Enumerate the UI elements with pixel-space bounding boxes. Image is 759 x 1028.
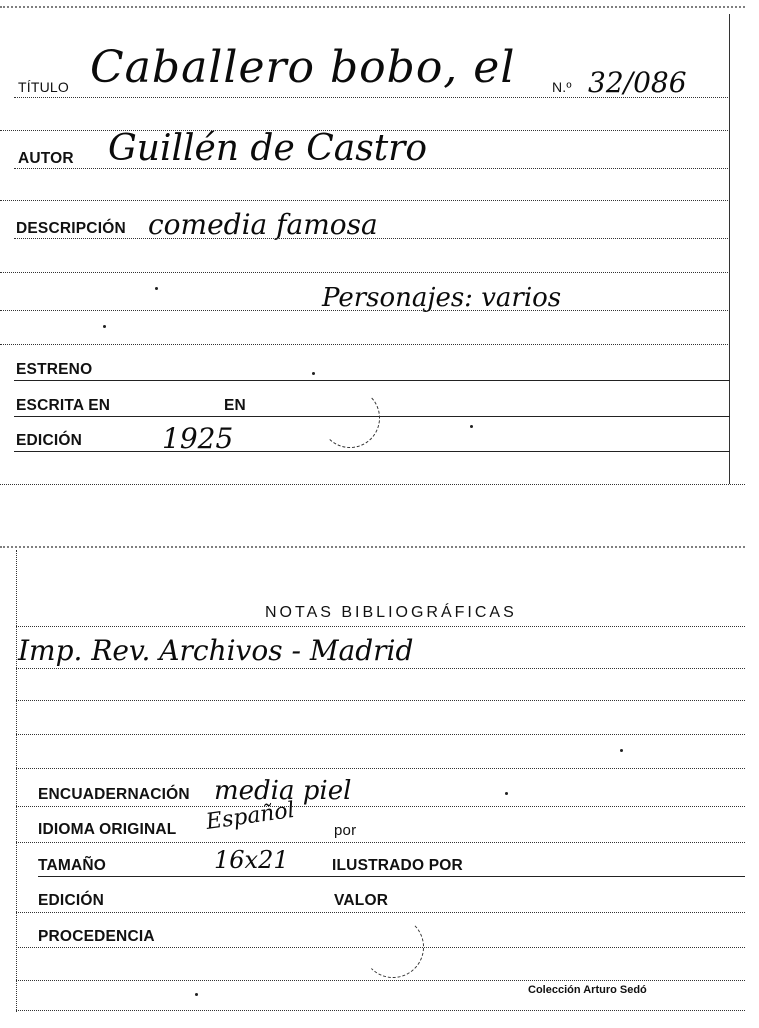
ilustrado-label: ILUSTRADO POR [332,857,463,874]
speck [505,792,508,795]
numero-label: N.º [552,79,572,95]
escrita-label: ESCRITA EN [16,397,111,414]
titulo-label: TÍTULO [18,79,69,95]
catalog-card-back [0,540,745,1020]
bottom-edge [0,484,745,485]
tamano-value: 16x21 [214,846,289,874]
bottom-edge [16,1010,745,1011]
top-edge-noise [0,546,745,551]
personajes-line-2 [0,344,730,345]
notas-line-3 [16,700,745,701]
speck [195,993,198,996]
titulo-value: Caballero bobo, el [90,42,516,93]
por-label: por [334,822,357,839]
edicion-label: EDICIÓN [16,432,82,449]
encuadernacion-value: media piel [214,776,352,806]
speck [470,425,473,428]
speck [155,287,158,290]
edicion-back-label: EDICIÓN [38,892,104,909]
encuadernacion-line [16,806,745,807]
edicion-back-line [16,912,745,913]
autor-value: Guillén de Castro [108,128,428,169]
notas-line-5 [16,768,745,769]
descripcion-label: DESCRIPCIÓN [16,220,126,237]
notas-heading: NOTAS BIBLIOGRÁFICAS [265,604,517,621]
notas-line-1 [16,626,745,627]
catalog-card-front [0,0,745,492]
edicion-line [14,451,730,452]
edicion-value: 1925 [162,422,234,455]
titulo-line [14,97,730,98]
notas-line-4 [16,734,745,735]
speck [103,325,106,328]
estreno-line [14,380,730,381]
estreno-label: ESTRENO [16,361,93,378]
tamano-label: TAMAÑO [38,857,107,874]
valor-label: VALOR [334,892,389,909]
descripcion-line-2 [0,272,730,273]
punch-hole [320,388,380,448]
left-border [16,550,17,1012]
personajes-value: Personajes: varios [322,283,562,313]
numero-value: 32/086 [588,66,687,99]
notas-value: Imp. Rev. Archivos - Madrid [18,634,414,667]
notas-line-2 [16,668,745,669]
tamano-line [38,876,745,877]
procedencia-label: PROCEDENCIA [38,928,155,945]
right-border [729,14,730,484]
idioma-label: IDIOMA ORIGINAL [38,821,177,838]
en-label: EN [224,397,246,414]
autor-line-2 [0,200,730,201]
autor-line [14,168,730,169]
procedencia-line-2 [16,980,745,981]
speck [312,372,315,375]
coleccion-label: Colección Arturo Sedó [528,984,647,996]
punch-hole [362,916,424,978]
speck [620,749,623,752]
descripcion-value: comedia famosa [148,208,378,241]
encuadernacion-label: ENCUADERNACIÓN [38,786,190,803]
personajes-line [0,310,730,311]
autor-label: AUTOR [18,150,74,167]
idioma-value: Español [204,797,297,835]
idioma-line [16,842,745,843]
top-edge-noise [0,6,745,11]
descripcion-line [14,238,730,239]
